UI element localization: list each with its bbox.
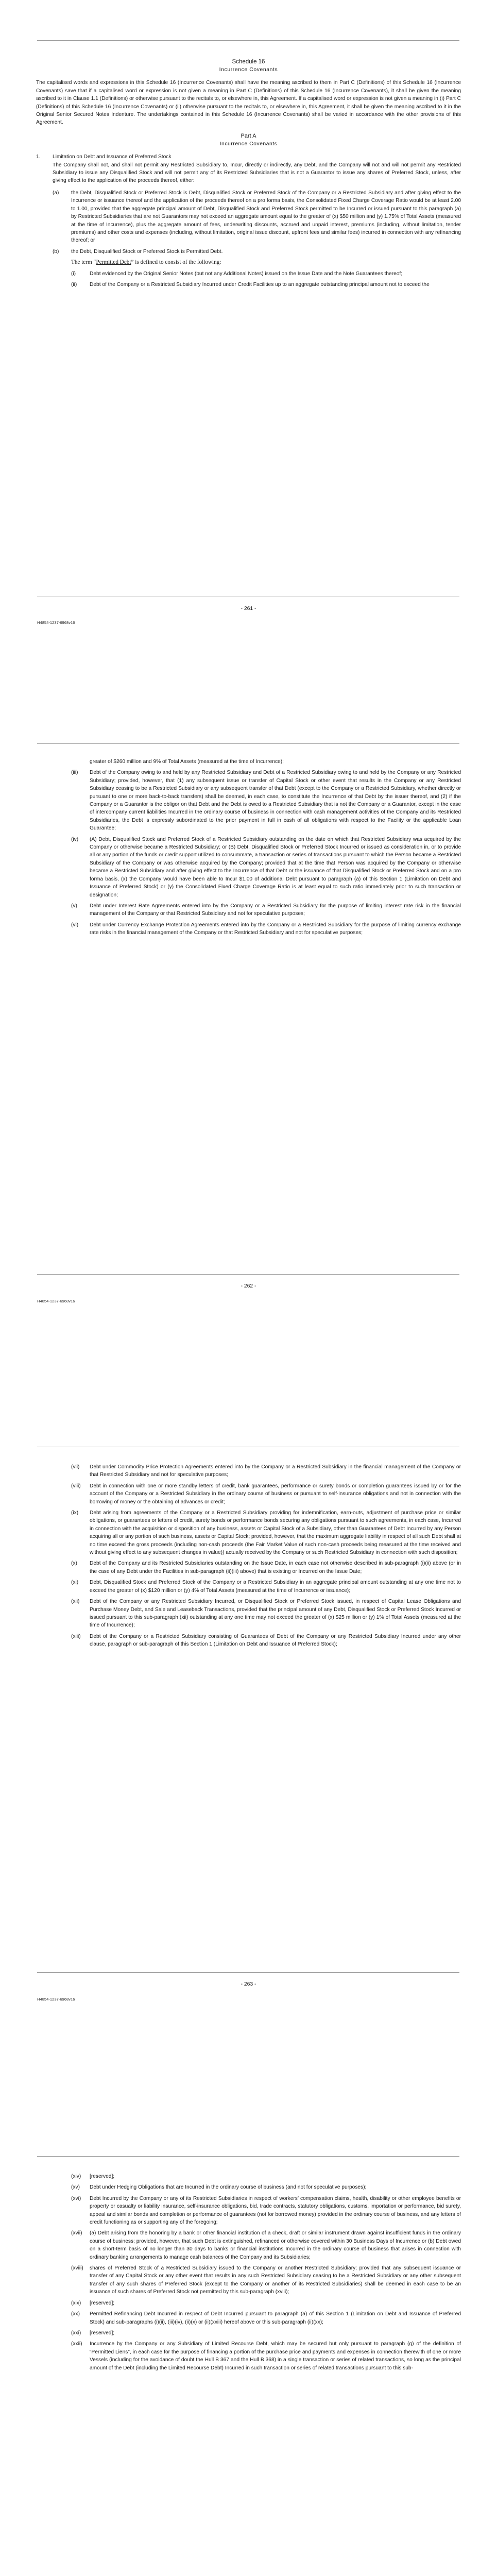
page-bottom-rule (37, 1274, 459, 1275)
page-content (36, 58, 461, 289)
item-label: (xxi) (71, 2330, 81, 2336)
page-number: - 263 - (241, 1981, 256, 1987)
page-content (36, 2170, 461, 2372)
definition-prefix: The term “ (71, 259, 96, 266)
document-id: H4854-1237-6968v16 (37, 620, 75, 625)
section-title: Limitation on Debt and Issuance of Preferred Stock (53, 154, 172, 160)
list-item (71, 2310, 461, 2326)
page-number: - 262 - (241, 1283, 256, 1289)
item-label: (vii) (71, 1464, 80, 1470)
page-content (36, 1460, 461, 1649)
item-label: (xii) (71, 1599, 80, 1605)
list-item (71, 1482, 461, 1506)
item-text: [reserved]; (90, 2300, 115, 2306)
list-item (71, 1579, 461, 1595)
item-label: (xiii) (71, 1633, 81, 1639)
item-text: (A) Debt, Disqualified Stock and Preferred Stock of a Restricted Subsidiary outstanding on the date on which that Restricted Subsidiary was acquired by the Company or otherwise became a Restricted Subsidiary; or (B) Debt, Disqualified Stock or Preferred Stock Incurred or issued as consideration in, or to provide all or any portion of the funds or credit support utilized to consummate, a transaction or series of transactions pursuant to which the Person became a Restricted Subsidiary of the Company or was otherwise acquired by the Company; provided that at the time that Person was acquired by the Company or otherwise became a Restricted Subsidiary and after giving effect to the Incurrence of that Debt or the issuance of that Disqualified Stock or Preferred Stock and on a pro forma basis, (x) the Company would have been able to Incur $1.00 of additional Debt pursuant to paragraph (a) of this Section 1 (Limitation on Debt and Issuance of Preferred Stock) or (y) the Consolidated Fixed Charge Coverage Ratio is at least equal to such ratio immediately prior to such transaction or designation; (90, 836, 461, 898)
item-text: Debt, Disqualified Stock and Preferred Stock of the Company or a Restricted Subsidiary in an aggregate principal amount outstanding at any one time not to exceed the greater of (x) $120 million or (y) 4% of Total Assets (measured at the time of Incurrence or issuance); (90, 1580, 461, 1594)
item-label: (vi) (71, 922, 79, 928)
list-item (71, 2229, 461, 2261)
item-label: (iv) (71, 836, 79, 842)
item-text: Debt of the Company or a Restricted Subsidiary consisting of Guarantees of Debt of the Company or any Restricted Subsidiary Incurred under any other clause, paragraph or sub-paragraph of this Section 1 (Limitation on Debt and Issuance of Preferred Stock); (90, 1633, 461, 1648)
item-label: (a) (53, 190, 59, 196)
item-text: Debt of the Company or a Restricted Subsidiary Incurred under Credit Facilities up to an aggregate outstanding principal amount not to exceed the (90, 281, 430, 287)
document-page (0, 0, 497, 703)
item-label: (xi) (71, 1580, 79, 1586)
section-body: The Company shall not, and shall not permit any Restricted Subsidiary to, Incur, directly or indirectly, any Debt, and the Company will not and will not permit any Restricted Subsidiary to issue any Disqualified Stock and will not permit any of its Restricted Subsidiaries that is not a Guarantor to issue any shares of Preferred Stock, unless, after giving effect to the application of the proceeds thereof, either: (53, 162, 461, 184)
item-text: the Debt, Disqualified Stock or Preferred Stock is Debt, Disqualified Stock or Preferred Stock of the Company or a Restricted Subsidiary and after giving effect to the Incurrence or issuance thereof and the application of the proceeds thereof on a pro forma basis, the Consolidated Fixed Charge Coverage Ratio would be at least 2.00 to 1.00, provided that the aggregate principal amount of Debt, Disqualified Stock and Preferred Stock permitted to be Incurred or issued pursuant to this paragraph (a) by Restricted Subsidiaries that are not Guarantors may not exceed an aggregate amount equal to the greater of (x) $50 million and (y) 1.75% of Total Assets (measured at the time of Incurrence), plus the aggregate amount of fees, underwriting discounts, accrued and unpaid interest, premiums (including, without limitation, tender premiums) and other costs and expenses (including, without limitation, original issue discount, upfront fees and similar fees) incurred in connection with any refinancing thereof; or (71, 190, 461, 244)
item-label: (b) (53, 248, 59, 255)
item-text: [reserved]; (90, 2330, 115, 2336)
item-label: (xx) (71, 2311, 80, 2317)
defined-term: Permitted Debt (96, 259, 131, 266)
item-label: (v) (71, 903, 77, 909)
part-subtitle: Incurrence Covenants (219, 141, 278, 147)
item-text: Debt evidenced by the Original Senior Notes (but not any Additional Notes) issued on the Issue Date and the Note Guarantees thereof; (90, 270, 403, 277)
list-item (71, 1598, 461, 1630)
document-id: H4854-1237-6968v16 (37, 1997, 75, 2002)
item-text: Debt of the Company owing to and held by any Restricted Subsidiary and Debt of a Restricted Subsidiary owing to and held by the Company or any Restricted Subsidiary; provided, however, that (1) any subsequent issue or transfer of Capital Stock or other event that results in the Company or any Restricted Subsidiary ceasing to be a Restricted Subsidiary or any subsequent transfer of that Debt (except to the Company or a Restricted Subsidiary, whether directly or pursuant to one or more back-to-back transfers) shall be deemed, in each case, to constitute the Incurrence of that Debt by the issuer thereof, and (2) if the Company or a Guarantor is the obligor on that Debt and the Debt is owed to a Restricted Subsidiary that is not the Company or a Guarantor, except in the case of intercompany current liabilities Incurred in the ordinary course of business in connection with cash management activities of the Company and its Restricted Subsidiaries, the Debt is expressly subordinated to the prior payment in full in cash of all obligations with respect to the Facility or the applicable Loan Guarantee; (90, 770, 461, 832)
item-label: (xix) (71, 2300, 81, 2306)
item-text: Debt Incurred by the Company or any of its Restricted Subsidiaries in respect of workers’ compensation claims, health, disability or other employee benefits or property or casualty or liability insurance, self-insurance obligations, bid, trade contracts, statutory obligations, customs, importation or performance, bid surety, appeal and similar bonds and completion or performance of guarantees (not for borrowed money) provided in the ordinary course of business, and any letters of credit functioning as or supporting any of the foregoing; (90, 2195, 461, 2226)
item-label: (xviii) (71, 2265, 83, 2272)
item-text: the Debt, Disqualified Stock or Preferred Stock is Permitted Debt. (71, 248, 223, 255)
page-top-rule (37, 743, 459, 744)
item-label: (xiv) (71, 2174, 81, 2179)
document-page (0, 1406, 497, 2110)
item-label: (xxii) (71, 2341, 82, 2347)
item-label: (xvi) (71, 2195, 81, 2201)
list-item (71, 1633, 461, 1649)
item-label: (x) (71, 1561, 77, 1567)
item-text: Debt under Hedging Obligations that are Incurred in the ordinary course of business (and not for speculative purposes); (90, 2184, 367, 2191)
item-text: Debt of the Company or any Restricted Subsidiary Incurred, or Disqualified Stock or Preferred Stock issued, in respect of Capital Lease Obligations and Purchase Money Debt, and Sale and Leaseback Transactions, provided that the principal amount of any Debt, Disqualified Stock or Preferred Stock Incurred or issued pursuant to this sub-paragraph (xii) outstanding at any one time may not exceed the greater of (x) $25 million or (y) 1% of Total Assets (measured at the time of Incurrence); (90, 1599, 461, 1629)
item-text: Debt arising from agreements of the Company or a Restricted Subsidiary providing for indemnification, earn-outs, adjustment of purchase price or similar obligations, or guarantees or letters of credit, surety bonds or performance bonds securing any obligations pursuant to such agreements, in each case, Incurred in connection with the acquisition or disposition of any business, assets or Capital Stock of a Subsidiary, other than Guarantees of Debt Incurred by any Person acquiring all or any portion of such business, assets or Capital Stock; provided, however, that the maximum aggregate liability in respect of all such Debt shall at no time exceed the gross proceeds (including non-cash proceeds (the Fair Market Value of such non-cash proceeds being measured at the time received and without giving effect to any subsequent changes in value)) actually received by the Company or such Restricted Subsidiary in connection with such disposition; (90, 1510, 461, 1556)
item-label: (viii) (71, 1483, 81, 1489)
schedule-title: Incurrence Covenants (219, 67, 278, 73)
page-top-rule (37, 2156, 459, 2157)
item-text: Debt of the Company and its Restricted Subsidiaries outstanding on the Issue Date, in each case not otherwise described in sub-paragraph (i)(ii) above (or in the case of any Debt under the Facilities in sub-paragraph (ii)(iii) above) that is existing or Incurred on the Issue Date; (90, 1561, 461, 1574)
item-label: (ix) (71, 1510, 79, 1516)
section-heading (36, 153, 461, 161)
list-item (71, 921, 461, 937)
list-item (53, 248, 461, 256)
schedule-number: Schedule 16 (232, 59, 265, 65)
list-item (71, 2264, 461, 2296)
item-label: (i) (71, 270, 76, 277)
section-number: 1. (36, 154, 41, 160)
page-content (36, 758, 461, 937)
page-top-rule (37, 40, 459, 41)
list-item (71, 2173, 461, 2180)
list-item (53, 189, 461, 245)
continued-text: greater of $260 million and 9% of Total Assets (measured at the time of Incurrence); (90, 759, 284, 765)
document-page (0, 703, 497, 1406)
list-item (71, 769, 461, 832)
item-text: Debt under Interest Rate Agreements entered into by the Company or a Restricted Subsidiary for the purpose of limiting interest rate risk in the financial management of the Company or that Restricted Subsidiary and not for speculative purposes; (90, 903, 461, 917)
item-label: (xv) (71, 2184, 80, 2191)
list-item (71, 2299, 461, 2307)
list-item (71, 902, 461, 918)
item-text: Debt under Commodity Price Protection Agreements entered into by the Company or a Restricted Subsidiary in the financial management of the Company or that Restricted Subsidiary and not for speculative purposes; (90, 1464, 461, 1478)
list-item (71, 270, 461, 278)
item-text: shares of Preferred Stock of a Restricted Subsidiary issued to the Company or another Restricted Subsidiary; provided that any subsequent issuance or transfer of any Capital Stock or any other event that results in any such Restricted Subsidiary ceasing to be a Restricted Subsidiary or any other subsequent transfer of any such shares of Preferred Stock (except to the Company or another of its Restricted Subsidiaries) shall be deemed in each case to be an issuance of such shares of Preferred Stock not permitted by this sub-paragraph (xviii); (90, 2265, 461, 2295)
item-text: Debt in connection with one or more standby letters of credit, bank guarantees, performance or surety bonds or completion guarantees issued by or for the account of the Company or a Restricted Subsidiary in the ordinary course of business or pursuant to self-insurance obligations and not in connection with the borrowing of money or the obtaining of advances or credit; (90, 1483, 461, 1505)
page-number: - 261 - (241, 606, 256, 612)
item-text: Permitted Refinancing Debt Incurred in respect of Debt Incurred pursuant to paragraph (a) of this Section 1 (Limitation on Debt and Issuance of Preferred Stock) and sub-paragraphs (i)(ii), (iii)(iv), (ii)(x) or (ii)(xxiii) hereof above or this sub-paragraph (ii)(xx); (90, 2311, 461, 2325)
list-item (71, 2183, 461, 2191)
intro-paragraph: The capitalised words and expressions in this Schedule 16 (Incurrence Covenants) shall have the meaning ascribed to them in Part C (Definitions) of this Schedule 16 (Incurrence Covenants) save that if a capitalised word or expression is not given a meaning in Part C (Definitions) of this Schedule 16 (Incurrence Covenants), it shall be given the meaning ascribed to it in Clause 1.1 (Definitions) or otherwise pursuant to the recitals to, or elsewhere in, this Agreement. If a capitalised word or expression is not given a meaning in (i) Part C (Definitions) of this Schedule 16 (Incurrence Covenants) or (ii) otherwise pursuant to the recitals to, or elsewhere in, this Agreement, it shall be given the meaning ascribed to it in the Original Senior Secured Notes Indenture. The undertakings contained in this Schedule 16 (Incurrence Covenants) shall be varied in accordance with the other provisions of this Agreement. (36, 80, 461, 126)
document-page (0, 2110, 497, 2576)
list-item (71, 836, 461, 899)
list-item (71, 1509, 461, 1556)
item-text: Debt under Currency Exchange Protection Agreements entered into by the Company or a Restricted Subsidiary for the purpose of limiting currency exchange rate risks in the financial management of the Company or that Restricted Subsidiary and not for speculative purposes; (90, 922, 461, 936)
list-item (71, 2329, 461, 2337)
item-label: (ii) (71, 281, 77, 287)
item-label: (iii) (71, 770, 78, 776)
list-item (71, 2195, 461, 2227)
item-text: Incurrence by the Company or any Subsidiary of Limited Recourse Debt, which may be secured but only pursuant to paragraph (g) of the definition of “Permitted Liens”, in each case for the purpose of financing a portion of the purchase price and payments and expenses in connection therewith of one or more Vessels (including for the avoidance of doubt the Hull B 367 and the Hull B 368) in a single transaction or series of related transactions, so long as the principal amount of the Debt (including the Limited Recourse Debt) Incurred in such transaction or series of related transactions pursuant to this sub- (90, 2341, 461, 2371)
document-id: H4854-1237-6968v16 (37, 1299, 75, 1303)
list-item (71, 2340, 461, 2372)
list-item (71, 1463, 461, 1479)
part-title: Part A (241, 132, 256, 139)
page-bottom-rule (37, 1972, 459, 1973)
item-text: (a) Debt arising from the honoring by a bank or other financial institution of a check, draft or similar instrument drawn against insufficient funds in the ordinary course of business; provided, however, that such Debt is extinguished, refinanced or otherwise covered within 30 Business Days of Incurrence or (b) Debt owed on a short-term basis of no longer than 30 days to banks or financial institutions Incurred in the ordinary course of business that arises in connection with ordinary banking arrangements to manage cash balances of the Company and its Subsidiaries; (90, 2230, 461, 2260)
definition-suffix: ” is defined to consist of the following: (131, 259, 221, 266)
list-item (71, 1560, 461, 1575)
item-text: [reserved]; (90, 2174, 115, 2179)
definition-intro (71, 259, 461, 266)
list-item (71, 281, 461, 289)
item-label: (xvii) (71, 2230, 82, 2236)
